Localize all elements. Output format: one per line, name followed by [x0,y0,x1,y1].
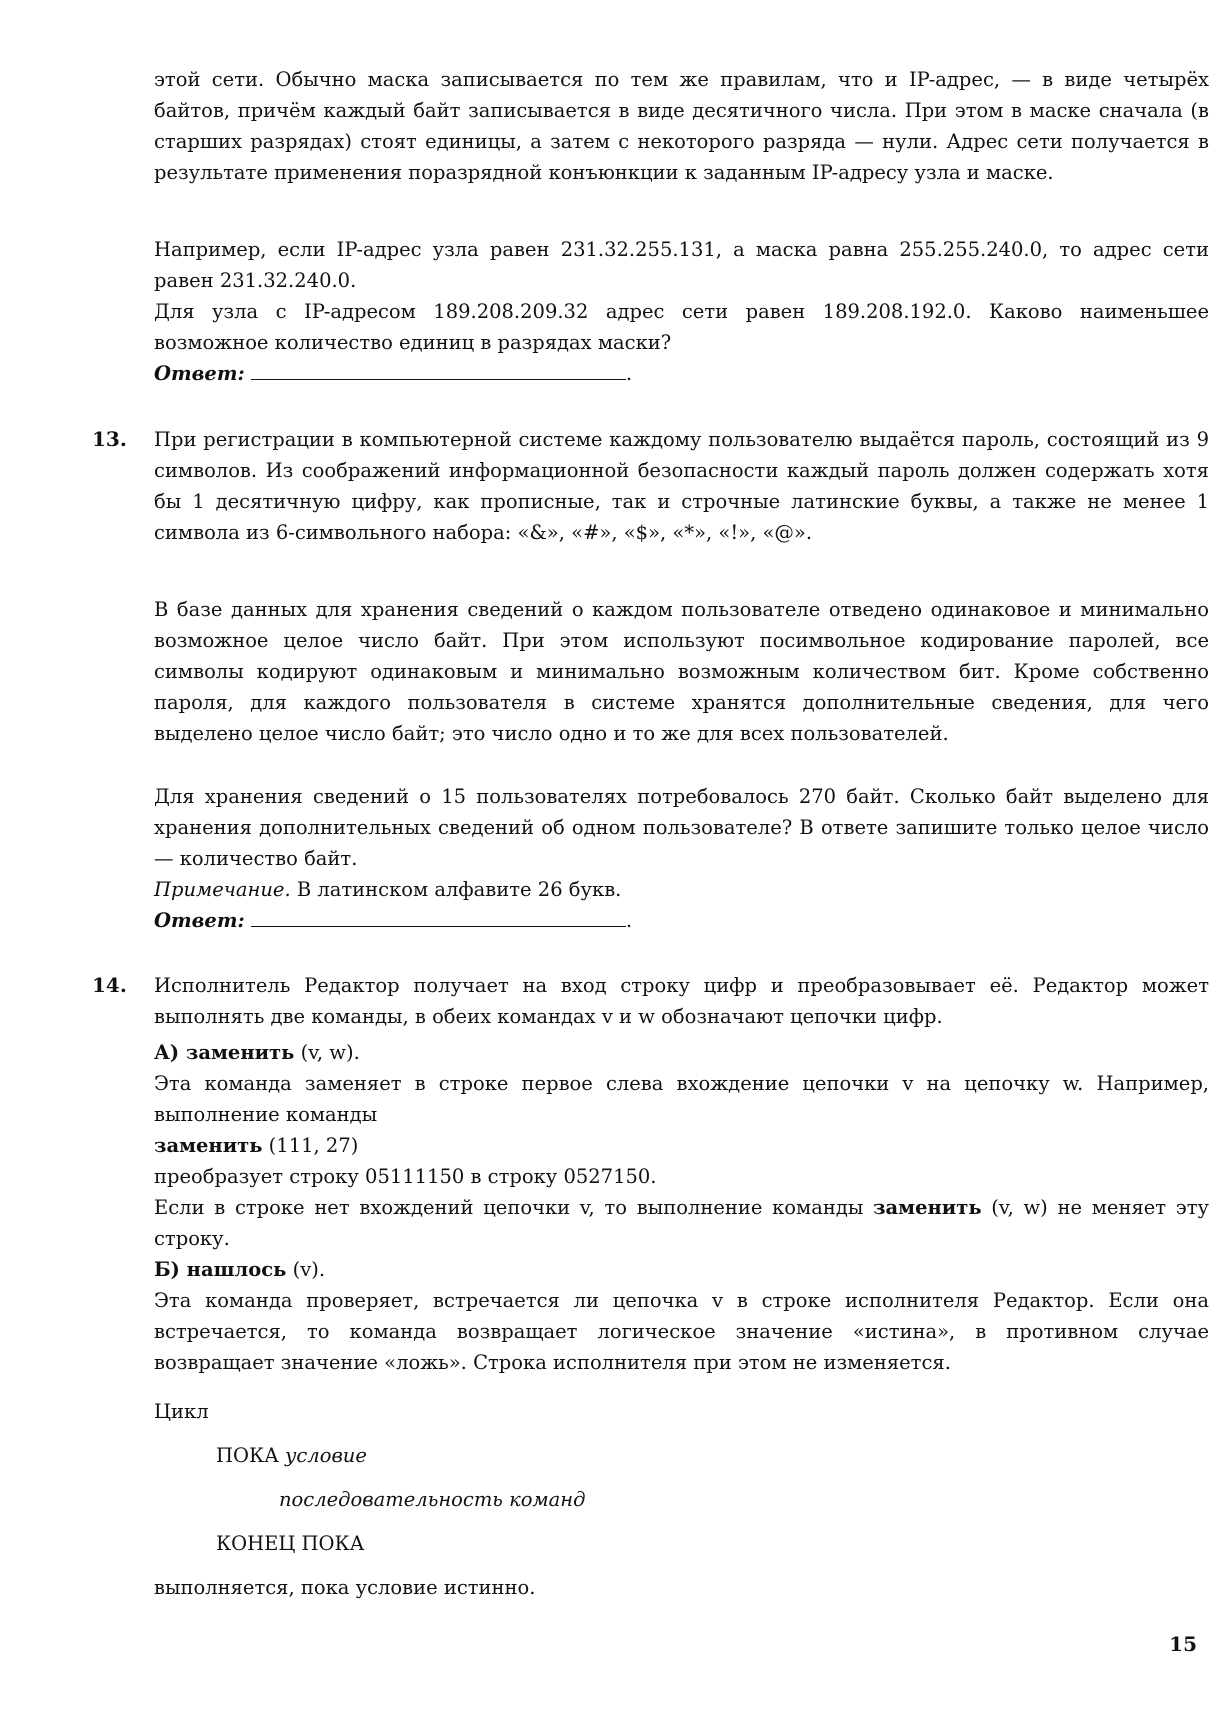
loop-body-text: последовательность команд [279,1488,586,1511]
loop-title: Цикл [154,1400,209,1423]
q13-paragraph-2: В базе данных для хранения сведений о каждом пользователе отведено одинаковое и минимально возможное целое число байт. При этом используют посимвольное кодирование паролей, все символы кодируют одинаковым и минимально возможным количеством бит. Кроме собственно пароля, для каждого пользователя в системе хранятся дополнительные сведения, для чего выделено целое число байт; это число одно и то же для всех пользователей. [154,598,1209,745]
command-a-note-post: (v, w) не меняет эту строку. [154,1196,1209,1250]
answer-end: . [625,362,633,385]
command-a-result: преобразует строку 05111150 в строку 0527150. [154,1165,657,1188]
command-b-heading [154,1254,325,1285]
command-a-example [154,1130,358,1161]
command-b-description: Эта команда проверяет, встречается ли цепочка v в строке исполнителя Редактор. Если она встречается, то команда возвращает логическое значение «истина», в противном случае возвращает значение «ложь». Строка исполнителя при этом не изменяется. [154,1289,1209,1374]
note-text: В латинском алфавите 26 букв. [290,878,622,901]
command-b-title: Б) нашлось [154,1258,287,1281]
answer-blank[interactable] [251,359,626,380]
q13-note [154,874,621,905]
q13-answer-row [154,905,632,936]
intro-paragraph-3: Для узла с IP-адресом 189.208.209.32 адрес сети равен 189.208.192.0. Каково наименьшее возможное количество единиц в разрядах маски? [154,300,1209,354]
command-a-note [154,1192,1209,1254]
q13-paragraph-1: При регистрации в компьютерной системе каждому пользователю выдаётся пароль, состоящий из 9 символов. Из соображений информационной безопасности каждый пароль должен содержать хотя бы 1 десятичную цифру, как прописные, так и строчные латинские буквы, а также не менее 1 символа из 6-символьного набора: «&», «#», «$», «*», «!», «@». [154,428,1209,544]
intro-answer-row [154,358,632,389]
q13-paragraph-3: Для хранения сведений о 15 пользователях потребовалось 270 байт. Сколько байт выделено для хранения дополнительных сведений об одном пользователе? В ответе запишите только целое число — количество байт. [154,785,1209,870]
command-a-title: А) заменить [154,1041,295,1064]
command-a-heading [154,1037,360,1068]
command-a-note-keyword: заменить [873,1196,982,1219]
q14-paragraph-1: Исполнитель Редактор получает на вход строку цифр и преобразовывает её. Редактор может выполнять две команды, в обеих командах v и w обозначают цепочки цифр. [154,974,1209,1028]
intro-paragraph-2: Например, если IP-адрес узла равен 231.32.255.131, а маска равна 255.255.240.0, то адрес сети равен 231.32.240.0. [154,238,1209,292]
note-label: Примечание. [154,878,291,901]
answer-label: Ответ: [154,909,245,932]
loop-while-row [216,1440,367,1471]
answer-label: Ответ: [154,362,245,385]
question-number: 14. [92,973,127,997]
loop-condition: условие [285,1444,367,1467]
question-number: 13. [92,427,127,451]
answer-end: . [625,909,633,932]
command-a-note-pre: Если в строке нет вхождений цепочки v, то выполнение команды [154,1196,874,1219]
loop-while-keyword: ПОКА [216,1444,279,1467]
page-number: 15 [1169,1632,1197,1656]
command-a-description: Эта команда заменяет в строке первое слева вхождение цепочки v на цепочку w. Например, выполнение команды [154,1072,1209,1126]
answer-blank[interactable] [251,906,626,927]
command-b-args: (v). [286,1258,326,1281]
command-a-example-args: (111, 27) [262,1134,359,1157]
command-a-example-keyword: заменить [154,1134,263,1157]
loop-body [279,1484,586,1515]
intro-paragraph-1: этой сети. Обычно маска записывается по тем же правилам, что и IP-адрес, — в виде четырёх байтов, причём каждый байт записывается в виде десятичного числа. При этом в маске сначала (в старших разрядах) стоят единицы, а затем с некоторого разряда — нули. Адрес сети получается в результате применения поразрядной конъюнкции к заданным IP-адресу узла и маске. [154,68,1209,184]
command-a-args: (v, w). [294,1041,360,1064]
loop-description: выполняется, пока условие истинно. [154,1576,536,1599]
loop-end: КОНЕЦ ПОКА [216,1532,365,1555]
